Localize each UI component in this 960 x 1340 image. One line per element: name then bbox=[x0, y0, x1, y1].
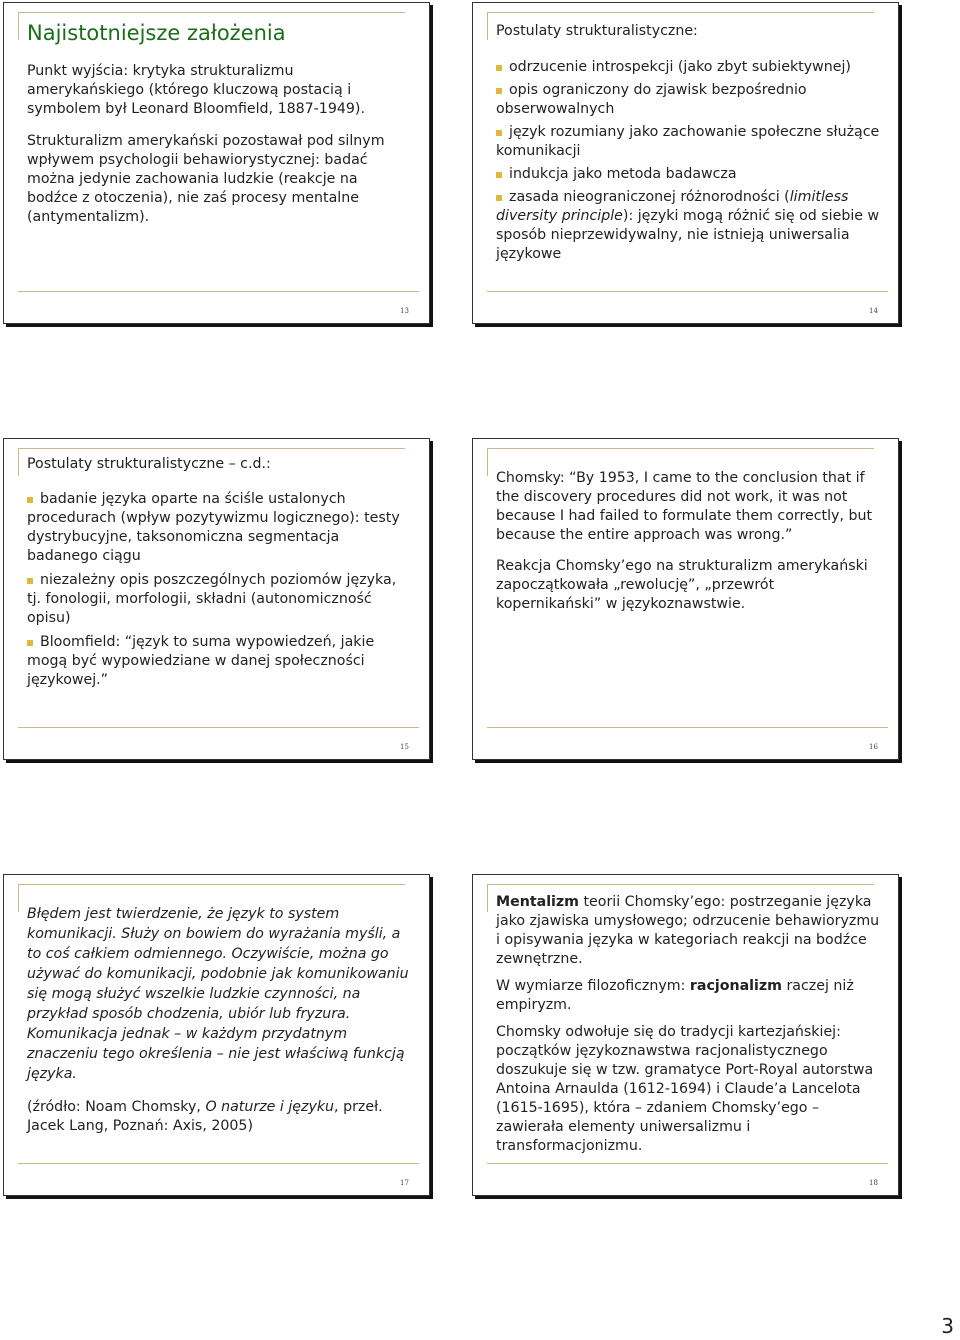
bullet-item: język rozumiany jako zachowanie społeczne służące komunikacji bbox=[496, 124, 880, 159]
slide-top-rule-vertical bbox=[487, 12, 488, 40]
slide-content bbox=[27, 904, 411, 1149]
bullet-square-icon bbox=[496, 195, 502, 201]
paragraph: Chomsky: “By 1953, I came to the conclusion that if the discovery procedures did not work, it was not because I had failed to formulate them correctly, but because the entire approach was wrong.” bbox=[496, 470, 873, 543]
bullet-item: zasada nieograniczonej różnorodności (limitless diversity principle): języki mogą różnić się od siebie w sposób nieprzewidywalny, nie istnieją uniwersalia językowe bbox=[496, 189, 880, 262]
slide-content bbox=[496, 17, 880, 268]
slide-top-rule-vertical bbox=[487, 448, 488, 476]
slide-bottom-rule bbox=[487, 291, 888, 292]
slide-top-rule-vertical bbox=[487, 884, 488, 912]
bullet-item: niezależny opis poszczególnych poziomów języka, tj. fonologii, morfologii, składni (autonomiczność opisu) bbox=[27, 572, 397, 626]
source-citation: (źródło: Noam Chomsky, O naturze i języku, przeł. Jacek Lang, Poznań: Axis, 2005) bbox=[27, 1099, 383, 1134]
slide-number: 17 bbox=[400, 1179, 409, 1187]
quote: Błędem jest twierdzenie, że język to system komunikacji. Służy on bowiem do wyrażania myśli, a to coś całkiem odmiennego. Oczywiście, można go używać do komunikacji, podobnie jak komunikowaniu się mogą służyć wszelkie ludzkie czynności, na przykład sposób chodzenia, ubiór lub fryzura. Komunikacja jednak – w każdym przydatnym znaczeniu tego określenia – nie jest właściwą funkcją języka. bbox=[27, 906, 409, 1082]
bullet-item: badanie języka oparte na ściśle ustalonych procedurach (wpływ pozytywizmu logicznego): testy dystrybucyjne, taksonomiczna segmentacja badanego ciągu bbox=[27, 491, 400, 564]
slide-15 bbox=[3, 438, 430, 760]
bullet-square-icon bbox=[496, 65, 502, 71]
slide-top-rule-vertical bbox=[18, 448, 19, 476]
slide-top-rule-vertical bbox=[18, 884, 19, 912]
slide-14 bbox=[472, 2, 899, 324]
slide-top-rule-vertical bbox=[18, 12, 19, 40]
bullet-item: Bloomfield: “język to suma wypowiedzeń, jakie mogą być wypowiedziane w danej społeczności językowej.” bbox=[27, 634, 375, 688]
slide-17 bbox=[3, 874, 430, 1196]
paragraph: Reakcja Chomsky’ego na strukturalizm amerykański zapoczątkowała „rewolucję”, „przewrót kopernikański” w językoznawstwie. bbox=[496, 558, 868, 612]
slide-16 bbox=[472, 438, 899, 760]
slide-bottom-rule bbox=[487, 727, 888, 728]
slide-top-rule bbox=[487, 448, 874, 449]
slide-content bbox=[27, 17, 411, 240]
slide-bottom-rule bbox=[18, 727, 419, 728]
slide-number: 13 bbox=[400, 307, 409, 315]
slide-top-rule bbox=[18, 448, 405, 449]
slide-content bbox=[27, 453, 411, 694]
bullet-square-icon bbox=[27, 497, 33, 503]
slide-13 bbox=[3, 2, 430, 324]
bullet-item: opis ograniczony do zjawisk bezpośrednio obserwowalnych bbox=[496, 82, 807, 117]
paragraph: Mentalizm teorii Chomsky’ego: postrzeganie języka jako zjawiska umysłowego; odrzucenie behawioryzmu i opisywania języka w kategoriach reakcji na bodźce zewnętrzne. bbox=[496, 894, 880, 967]
bullet-square-icon bbox=[27, 578, 33, 584]
slide-top-rule bbox=[487, 12, 874, 13]
slide-number: 15 bbox=[400, 743, 409, 751]
bullet-square-icon bbox=[27, 640, 33, 646]
paragraph: Punkt wyjścia: krytyka strukturalizmu amerykańskiego (którego kluczową postacią i symbolem był Leonard Bloomfield, 1887-1949). bbox=[27, 63, 365, 117]
slide-number: 18 bbox=[869, 1179, 878, 1187]
slide-heading: Postulaty strukturalistyczne: bbox=[496, 23, 698, 39]
bullet-item: indukcja jako metoda badawcza bbox=[496, 165, 880, 184]
slide-bottom-rule bbox=[18, 291, 419, 292]
slide-bottom-rule bbox=[487, 1163, 888, 1164]
paragraph: Chomsky odwołuje się do tradycji kartezjańskiej: początków językoznawstwa racjonalistycznego doszukuje się w tzw. gramatyce Port-Royal autorstwa Antoina Arnaulda (1612-1694) i Claude’a Lancelota (1615-1695), która – zdaniem Chomsky’ego – zawierała elementy uniwersalizmu i transformacjonizmu. bbox=[496, 1024, 874, 1154]
slide-title: Najistotniejsze założenia bbox=[27, 21, 286, 45]
bullet-square-icon bbox=[496, 130, 502, 136]
bullet-square-icon bbox=[496, 88, 502, 94]
page-number: 3 bbox=[941, 1314, 954, 1338]
slide-18 bbox=[472, 874, 899, 1196]
bullet-item: odrzucenie introspekcji (jako zbyt subiektywnej) bbox=[496, 58, 880, 77]
slide-top-rule bbox=[18, 884, 405, 885]
slide-top-rule bbox=[487, 884, 874, 885]
slide-top-rule bbox=[18, 12, 405, 13]
slide-number: 16 bbox=[869, 743, 878, 751]
paragraph: Strukturalizm amerykański pozostawał pod silnym wpływem psychologii behawiorystycznej: badać można jedynie zachowania ludzkie (reakcje na bodźce z otoczenia), nie zaś procesy mentalne (antymentalizm). bbox=[27, 133, 385, 225]
slide-heading: Postulaty strukturalistyczne – c.d.: bbox=[27, 456, 271, 472]
bullet-square-icon bbox=[496, 172, 502, 178]
paragraph: W wymiarze filozoficznym: racjonalizm raczej niż empiryzm. bbox=[496, 978, 854, 1013]
slide-number: 14 bbox=[869, 307, 878, 315]
slide-content bbox=[496, 893, 880, 1169]
slide-bottom-rule bbox=[18, 1163, 419, 1164]
slide-content bbox=[496, 469, 880, 627]
